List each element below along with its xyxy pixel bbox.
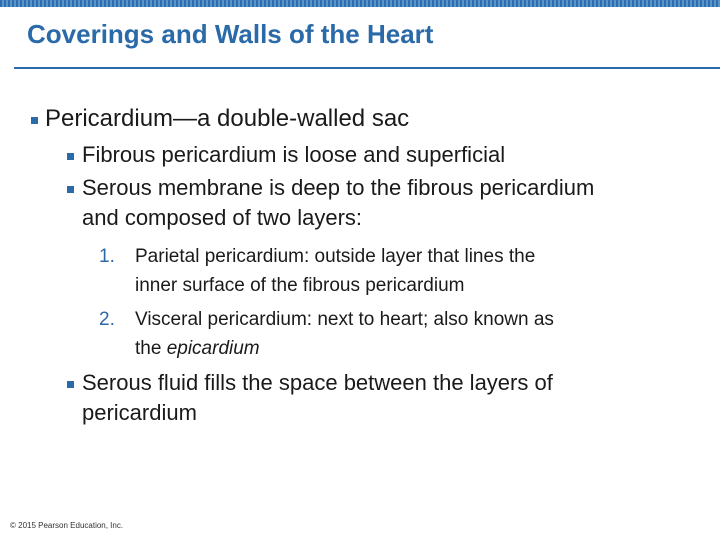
bullet-marker [67, 381, 74, 388]
epicardium-term: epicardium [166, 338, 260, 359]
list-number: 2. [99, 309, 115, 330]
title-underline [14, 67, 720, 69]
bullet-pericardium: Pericardium—a double-walled sac [45, 105, 410, 132]
visceral-pericardium-line1: Visceral pericardium: next to heart; also known as [135, 309, 554, 330]
list-number: 1. [99, 246, 115, 267]
parietal-pericardium-line2: inner surface of the fibrous pericardium [135, 275, 465, 296]
slide-title: Coverings and Walls of the Heart [27, 19, 434, 49]
bullet-fibrous-pericardium: Fibrous pericardium is loose and superficial [82, 142, 506, 167]
bullet-marker [31, 117, 38, 124]
parietal-pericardium-line1: Parietal pericardium: outside layer that lines the [135, 246, 536, 267]
visceral-line2-prefix: the [135, 338, 167, 359]
bullet-marker [67, 186, 74, 193]
bullet-serous-fluid-line2: pericardium [82, 400, 197, 425]
bullet-serous-fluid-line1: Serous fluid fills the space between the layers of [82, 370, 553, 395]
bullet-serous-membrane-line2: and composed of two layers: [82, 205, 363, 230]
bullet-serous-membrane-line1: Serous membrane is deep to the fibrous pericardium [82, 175, 595, 200]
bullet-marker [67, 153, 74, 160]
visceral-pericardium-line2 [135, 338, 260, 360]
top-accent-stripe [0, 0, 720, 7]
copyright-footer: © 2015 Pearson Education, Inc. [10, 521, 124, 530]
